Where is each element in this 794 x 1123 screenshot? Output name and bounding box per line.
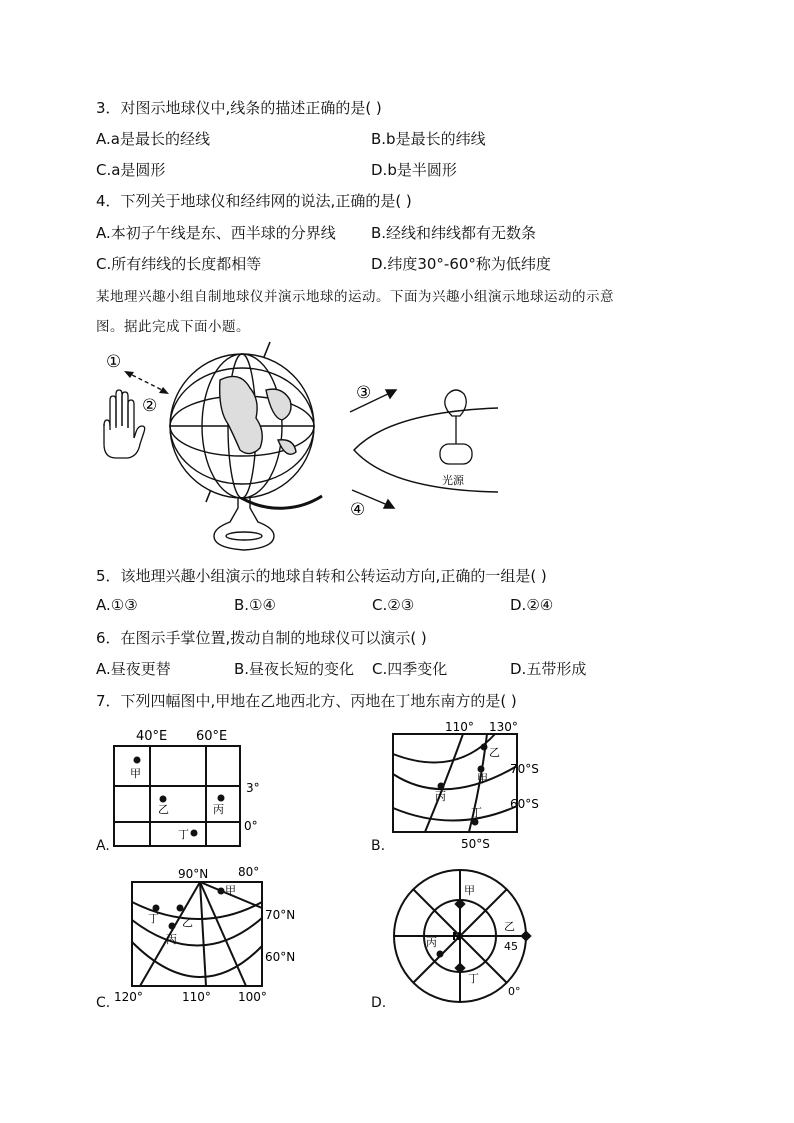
map-b-ding: 丁 <box>471 806 482 819</box>
map-a-ding: 丁 <box>178 828 189 841</box>
map-a <box>110 722 270 852</box>
q3-stem: 3．对图示地球仪中,线条的描述正确的是( ) <box>96 99 382 117</box>
map-d-bing: 丙 <box>426 936 437 949</box>
map-b <box>385 718 555 853</box>
q5-option-a[interactable]: A.①③ <box>96 596 138 614</box>
mark-1: ① <box>106 352 122 372</box>
map-b-yi: 乙 <box>489 746 500 759</box>
rotation-arrow <box>124 371 169 394</box>
q6-option-b[interactable]: B.昼夜长短的变化 <box>234 660 355 678</box>
q6-option-a[interactable]: A.昼夜更替 <box>96 660 171 678</box>
map-c-bing: 丙 <box>166 933 177 946</box>
q3-option-a[interactable]: A.a是最长的经线 <box>96 130 210 148</box>
map-c-yi: 乙 <box>182 916 193 929</box>
q6-stem: 6．在图示手掌位置,拨动自制的地球仪可以演示( ) <box>96 629 427 647</box>
map-c-lon-110: 110° <box>182 990 211 1004</box>
map-a-yi: 乙 <box>158 803 169 816</box>
map-d-lon-0: 0° <box>508 985 521 998</box>
orbit-path <box>350 390 498 508</box>
q5-stem: 5．该地理兴趣小组演示的地球自转和公转运动方向,正确的一组是( ) <box>96 567 547 585</box>
map-d-jia: 甲 <box>464 884 475 897</box>
q7-option-b[interactable]: B. <box>371 838 386 854</box>
map-c-lat-70: 70°N <box>265 908 296 922</box>
map-c-lon-80: 80° <box>238 865 260 879</box>
q5-option-c[interactable]: C.②③ <box>372 596 415 614</box>
map-c-lat-60: 60°N <box>265 950 296 964</box>
q7-option-c[interactable]: C. <box>96 995 111 1011</box>
map-a-lon-60: 60°E <box>196 729 228 744</box>
map-a-lon-40: 40°E <box>136 729 168 744</box>
mark-3: ③ <box>356 383 372 403</box>
map-b-lat-70: 70°S <box>510 762 539 776</box>
mark-4: ④ <box>350 500 366 520</box>
map-c-lon-100: 100° <box>238 990 267 1004</box>
q4-option-c[interactable]: C.所有纬线的长度都相等 <box>96 255 262 273</box>
hand-icon <box>104 390 145 458</box>
intro-line-2: 图。据此完成下面小题。 <box>96 319 250 335</box>
q4-stem: 4．下列关于地球仪和经纬网的说法,正确的是( ) <box>96 192 412 210</box>
map-c-lat-90: 90°N <box>178 867 209 881</box>
map-b-lon-110: 110° <box>445 720 474 734</box>
map-a-jia: 甲 <box>130 767 141 780</box>
map-d <box>390 860 550 1005</box>
light-source-icon <box>440 390 472 464</box>
map-d-north-pole: N <box>452 930 462 943</box>
map-c-jia: 甲 <box>225 884 236 897</box>
map-a-lat-3: 3° <box>246 781 260 795</box>
q3-option-c[interactable]: C.a是圆形 <box>96 161 166 179</box>
map-b-bing: 丙 <box>435 790 446 803</box>
map-b-lat-50: 50°S <box>461 837 490 851</box>
globe <box>170 354 314 498</box>
intro-line-1: 某地理兴趣小组自制地球仪并演示地球的运动。下面为兴趣小组演示地球运动的示意 <box>96 289 614 305</box>
map-b-lat-60: 60°S <box>510 797 539 811</box>
q7-option-a[interactable]: A. <box>96 838 110 854</box>
q4-option-b[interactable]: B.经线和纬线都有无数条 <box>371 224 537 242</box>
map-a-lat-0: 0° <box>244 819 258 833</box>
q3-option-b[interactable]: B.b是最长的纬线 <box>371 130 486 148</box>
q5-option-b[interactable]: B.①④ <box>234 596 276 614</box>
map-d-ding: 丁 <box>468 972 479 985</box>
map-c-lon-120: 120° <box>114 990 143 1004</box>
q5-option-d[interactable]: D.②④ <box>510 596 554 614</box>
map-c-ding: 丁 <box>148 912 159 925</box>
map-a-bing: 丙 <box>213 803 224 816</box>
mark-2: ② <box>142 396 158 416</box>
q4-option-d[interactable]: D.纬度30°-60°称为低纬度 <box>371 255 551 273</box>
q6-option-d[interactable]: D.五带形成 <box>510 660 587 678</box>
globe-demo-figure <box>90 340 510 555</box>
q7-option-d[interactable]: D. <box>371 995 387 1011</box>
map-b-jia: 甲 <box>477 772 488 785</box>
q6-option-c[interactable]: C.四季变化 <box>372 660 448 678</box>
light-source-label: 光源 <box>442 474 464 487</box>
map-d-lat-45: 45 <box>504 940 518 953</box>
q4-option-a[interactable]: A.本初子午线是东、西半球的分界线 <box>96 224 336 242</box>
map-d-yi: 乙 <box>504 920 515 933</box>
map-b-lon-130: 130° <box>489 720 518 734</box>
q7-stem: 7．下列四幅图中,甲地在乙地西北方、丙地在丁地东南方的是( ) <box>96 692 517 710</box>
q3-option-d[interactable]: D.b是半圆形 <box>371 161 457 179</box>
map-c <box>110 862 310 1007</box>
